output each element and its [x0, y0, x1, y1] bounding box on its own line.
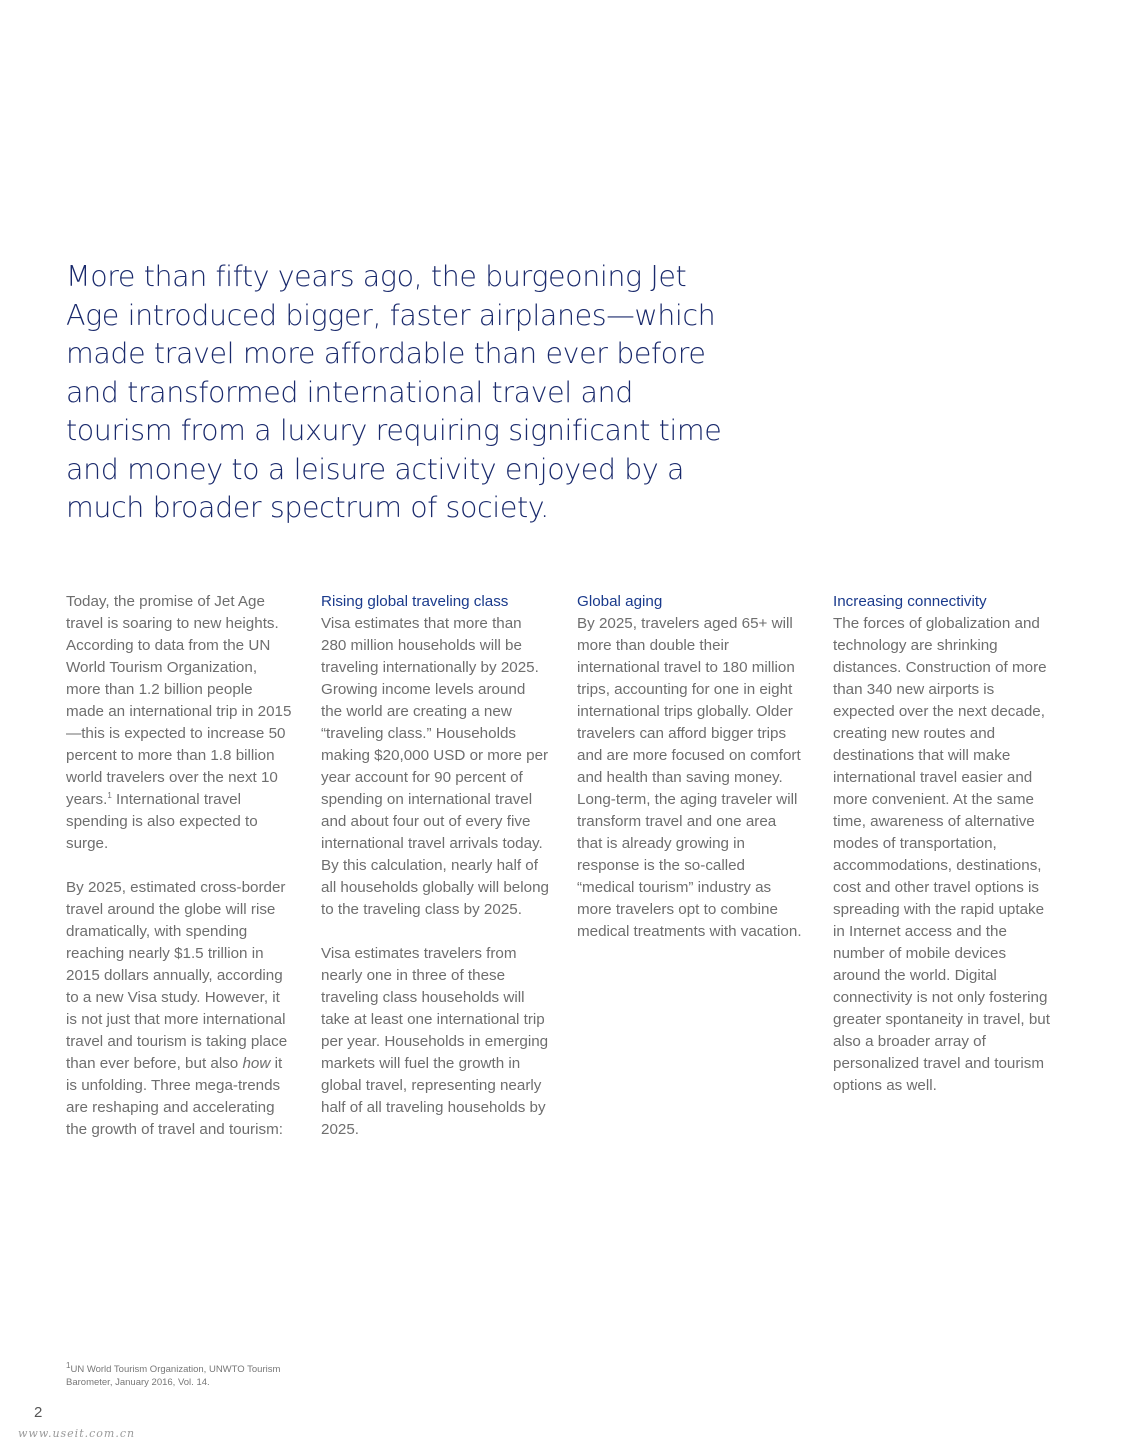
col4-paragraph-1 — [833, 591, 1055, 1097]
footnote-reference: 1 — [107, 790, 112, 800]
col1-p1-text-b: International travel spending is also expected to surge. — [66, 791, 258, 852]
footnote-text: UN World Tourism Organization, UNWTO Tourism Barometer, January 2016, Vol. 14. — [66, 1364, 281, 1388]
page-number: 2 — [34, 1404, 43, 1421]
col1-p1-text-a: Today, the promise of Jet Age travel is soaring to new heights. According to data from the UN World Tourism Organization, more than 1.2 billion people made an international trip in 2015—this is expected to increase 50 percent to more than 1.8 billion world travelers over the next 10 years. — [66, 593, 292, 808]
column-intro — [66, 591, 294, 1163]
footnote-marker: 1 — [66, 1360, 71, 1370]
col2-paragraph-2: Visa estimates travelers from nearly one in three of these traveling class households will take at least one international trip per year. Households in emerging markets will fuel the growth in global travel, representing nearly half of all traveling households by 2025. — [321, 945, 549, 1138]
col1-p2-text-a: By 2025, estimated cross-border travel around the globe will rise dramatically, with spending reaching nearly $1.5 trillion in 2015 dollars annually, according to a new Visa study. However, it is not just that more international travel and tourism is taking place than ever before, but also — [66, 879, 288, 1072]
col4-heading: Increasing connectivity — [833, 593, 987, 610]
col3-paragraph-1 — [577, 591, 805, 943]
col1-p2-emphasis: how — [242, 1055, 271, 1072]
watermark: www.useit.com.cn — [18, 1427, 136, 1440]
col2-paragraph-1 — [321, 591, 549, 921]
column-connectivity — [833, 591, 1055, 1119]
intro-paragraph: More than fifty years ago, the burgeoning Jet Age introduced bigger, faster airplanes—which made travel more affordable than ever before and transformed international travel and tourism from a luxury requiring significant time and money to a leisure activity enjoyed by a much broader spectrum of society. — [66, 260, 722, 524]
col1-paragraph-2 — [66, 877, 294, 1141]
col1-paragraph-1 — [66, 591, 294, 855]
col2-heading: Rising global traveling class — [321, 593, 509, 610]
column-global-aging — [577, 591, 805, 965]
col3-p1-text: By 2025, travelers aged 65+ will more than double their international travel to 180 million trips, accounting for one in eight international trips globally. Older travelers can afford bigger trips and are more focused on comfort and health than saving money. Long-term, the aging traveler will transform travel and one area that is already growing in response is the so-called “medical tourism” industry as more travelers opt to combine medical treatments with vacation. — [577, 615, 802, 940]
column-traveling-class — [321, 591, 549, 1163]
col3-heading: Global aging — [577, 593, 663, 610]
col2-p1-text: Visa estimates that more than 280 million households will be traveling internationally by 2025. Growing income levels around the world are creating a new “traveling class.” Households making $20,000 USD or more per year account for 90 percent of spending on international travel and about four out of every five international travel arrivals today. By this calculation, nearly half of all households globally will belong to the traveling class by 2025. — [321, 615, 549, 918]
footnote — [66, 1360, 306, 1389]
col4-p1-text: The forces of globalization and technology are shrinking distances. Construction of more than 340 new airports is expected over the next decade, creating new routes and destinations that will make international travel easier and more convenient. At the same time, awareness of alternative modes of transportation, accommodations, destinations, cost and other travel options is spreading with the rapid uptake in Internet access and the number of mobile devices around the world. Digital connectivity is not only fostering greater spontaneity in travel, but also a broader array of personalized travel and tourism options as well. — [833, 615, 1050, 1094]
col1-p2-text-b: it is unfolding. Three mega-trends are reshaping and accelerating the growth of travel and tourism: — [66, 1055, 283, 1138]
